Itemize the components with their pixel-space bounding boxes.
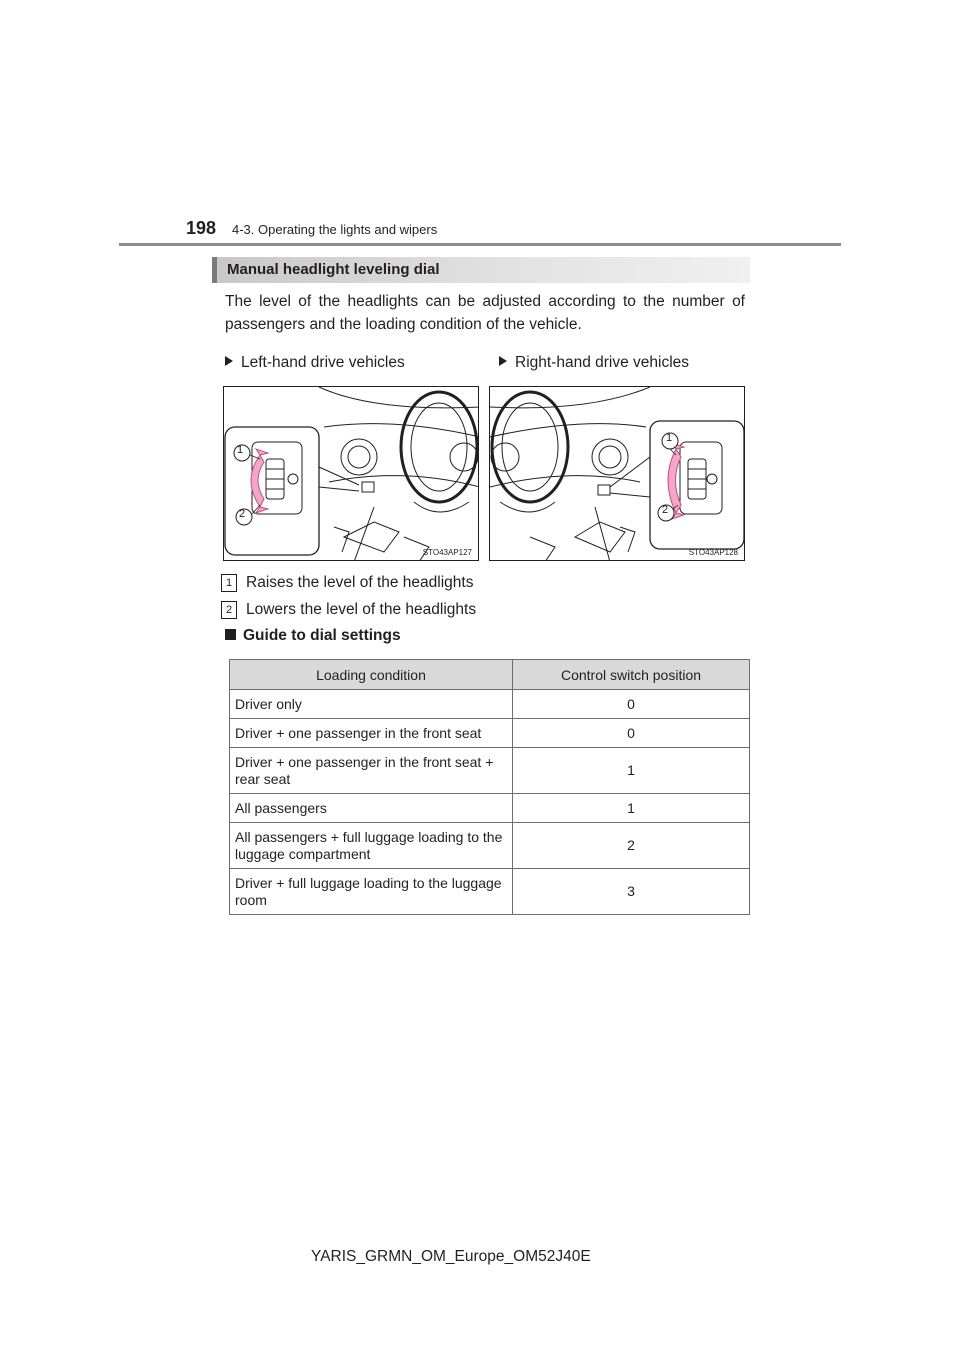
switch-position-cell: 0 xyxy=(513,719,750,748)
column-header-loading-condition: Loading condition xyxy=(230,660,513,690)
illustration-right-hand-drive xyxy=(489,386,745,561)
figure-code: STO43AP127 xyxy=(422,548,472,557)
dial-settings-table xyxy=(229,659,750,915)
caption-left-hand-drive: Left-hand drive vehicles xyxy=(225,354,405,372)
table-row xyxy=(230,869,750,915)
figure-code: STO43AP128 xyxy=(688,548,738,557)
loading-condition-cell: Driver + one passenger in the front seat + rear seat xyxy=(230,748,513,794)
switch-position-cell: 1 xyxy=(513,748,750,794)
loading-condition-cell: Driver only xyxy=(230,690,513,719)
callout-2-marker: 2 xyxy=(239,508,246,520)
column-header-switch-position: Control switch position xyxy=(513,660,750,690)
illustration-left-hand-drive xyxy=(223,386,479,561)
dashboard-illustration-lhd xyxy=(224,387,479,561)
loading-condition-cell: Driver + full luggage loading to the luggage room xyxy=(230,869,513,915)
table-row xyxy=(230,748,750,794)
switch-position-cell: 2 xyxy=(513,823,750,869)
loading-condition-cell: Driver + one passenger in the front seat xyxy=(230,719,513,748)
caption-right-hand-drive: Right-hand drive vehicles xyxy=(499,354,689,372)
section-heading-text: Manual headlight leveling dial xyxy=(227,261,440,278)
callout-number-box: 1 xyxy=(221,574,237,592)
callout-2-description: 2 Lowers the level of the headlights xyxy=(221,601,476,619)
table-row xyxy=(230,690,750,719)
page-number: 198 xyxy=(186,218,217,238)
callout-number-box: 2 xyxy=(221,601,237,619)
callout-2-marker: 2 xyxy=(662,504,669,516)
switch-position-cell: 0 xyxy=(513,690,750,719)
table-row xyxy=(230,719,750,748)
table-row xyxy=(230,823,750,869)
header-rule xyxy=(119,243,841,246)
dashboard-illustration-rhd xyxy=(490,387,745,561)
section-title: 4-3. Operating the lights and wipers xyxy=(232,222,438,237)
section-heading xyxy=(212,257,750,283)
table-header-row xyxy=(230,660,750,690)
table-row xyxy=(230,794,750,823)
triangle-bullet-icon xyxy=(499,356,507,366)
loading-condition-cell: All passengers + full luggage loading to the luggage compartment xyxy=(230,823,513,869)
callout-1-marker: 1 xyxy=(237,444,244,456)
callout-1-marker: 1 xyxy=(666,432,673,444)
switch-position-cell: 3 xyxy=(513,869,750,915)
intro-paragraph: The level of the headlights can be adjusted according to the number of passengers and the loading condition of the vehicle. xyxy=(225,293,745,333)
square-bullet-icon xyxy=(225,629,236,640)
switch-position-cell: 1 xyxy=(513,794,750,823)
loading-condition-cell: All passengers xyxy=(230,794,513,823)
callout-1-description: 1 Raises the level of the headlights xyxy=(221,574,473,592)
document-footer-code: YARIS_GRMN_OM_Europe_OM52J40E xyxy=(311,1248,591,1265)
guide-heading: Guide to dial settings xyxy=(225,627,401,645)
triangle-bullet-icon xyxy=(225,356,233,366)
